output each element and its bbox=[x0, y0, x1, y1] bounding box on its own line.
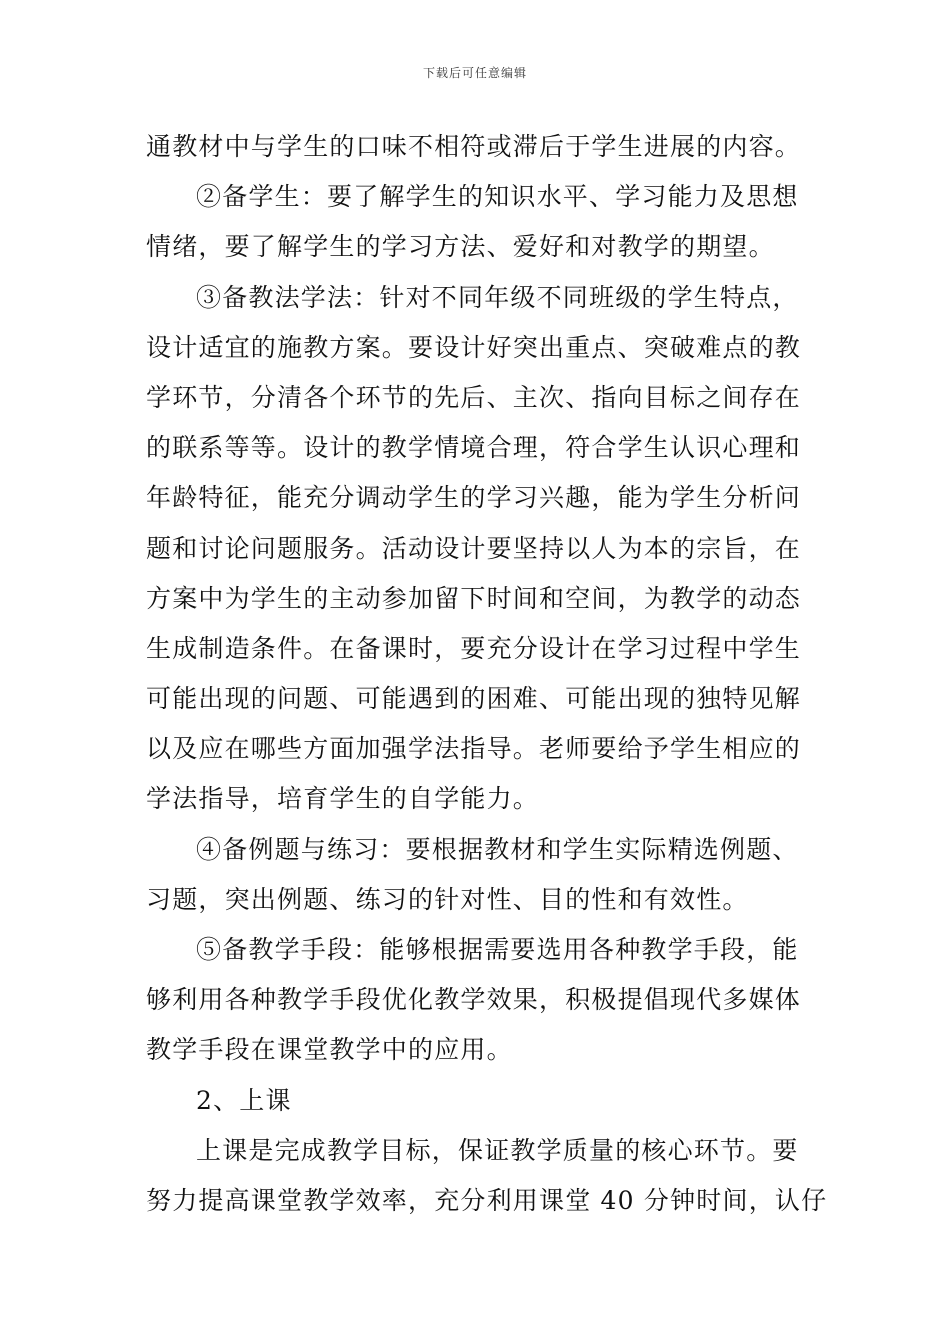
text-line: 学法指导，培育学生的自学能力。 bbox=[146, 784, 540, 814]
text-line: ⑤备教学手段：能够根据需要选用各种教学手段，能 bbox=[196, 935, 799, 964]
document-body bbox=[146, 122, 828, 1226]
text-line: 够利用各种教学手段优化教学效果，积极提倡现代多媒体 bbox=[146, 985, 802, 1015]
text-line: 习题，突出例题、练习的针对性、目的性和有效性。 bbox=[146, 884, 749, 914]
text-line: ②备学生：要了解学生的知识水平、学习能力及思想 bbox=[196, 182, 799, 212]
text-line: 方案中为学生的主动参加留下时间和空间，为教学的动态 bbox=[146, 583, 802, 613]
text-line: 努力提高课堂教学效率，充分利用课堂 40 分钟时间，认仔 bbox=[146, 1185, 828, 1215]
page-header-note: 下载后可任意编辑 bbox=[422, 66, 527, 80]
text-line: 以及应在哪些方面加强学法指导。老师要给予学生相应的 bbox=[146, 734, 802, 764]
text-line: ④备例题与练习：要根据教材和学生实际精选例题、 bbox=[196, 834, 799, 864]
text-line: 教学手段在课堂教学中的应用。 bbox=[146, 1035, 513, 1065]
text-line: 通教材中与学生的口味不相符或滞后于学生进展的内容。 bbox=[146, 132, 802, 161]
text-line: 年龄特征，能充分调动学生的学习兴趣，能为学生分析问 bbox=[146, 483, 802, 513]
text-line: 题和讨论问题服务。活动设计要坚持以人为本的宗旨，在 bbox=[146, 533, 802, 563]
text-line: 情绪，要了解学生的学习方法、爱好和对教学的期望。 bbox=[146, 232, 775, 262]
section-heading: 2、上课 bbox=[196, 1085, 292, 1115]
text-line: 生成制造条件。在备课时，要充分设计在学习过程中学生 bbox=[146, 633, 802, 663]
text-line: 可能出现的问题、可能遇到的困难、可能出现的独特见解 bbox=[146, 684, 802, 714]
text-line: 上课是完成教学目标，保证教学质量的核心环节。要 bbox=[196, 1135, 799, 1165]
text-line: 学环节，分清各个环节的先后、主次、指向目标之间存在 bbox=[146, 382, 802, 412]
text-line: 的联系等等。设计的教学情境合理，符合学生认识心理和 bbox=[146, 433, 802, 463]
text-line: 设计适宜的施教方案。要设计好突出重点、突破难点的教 bbox=[146, 332, 802, 362]
text-line: ③备教法学法：针对不同年级不同班级的学生特点， bbox=[196, 282, 799, 312]
